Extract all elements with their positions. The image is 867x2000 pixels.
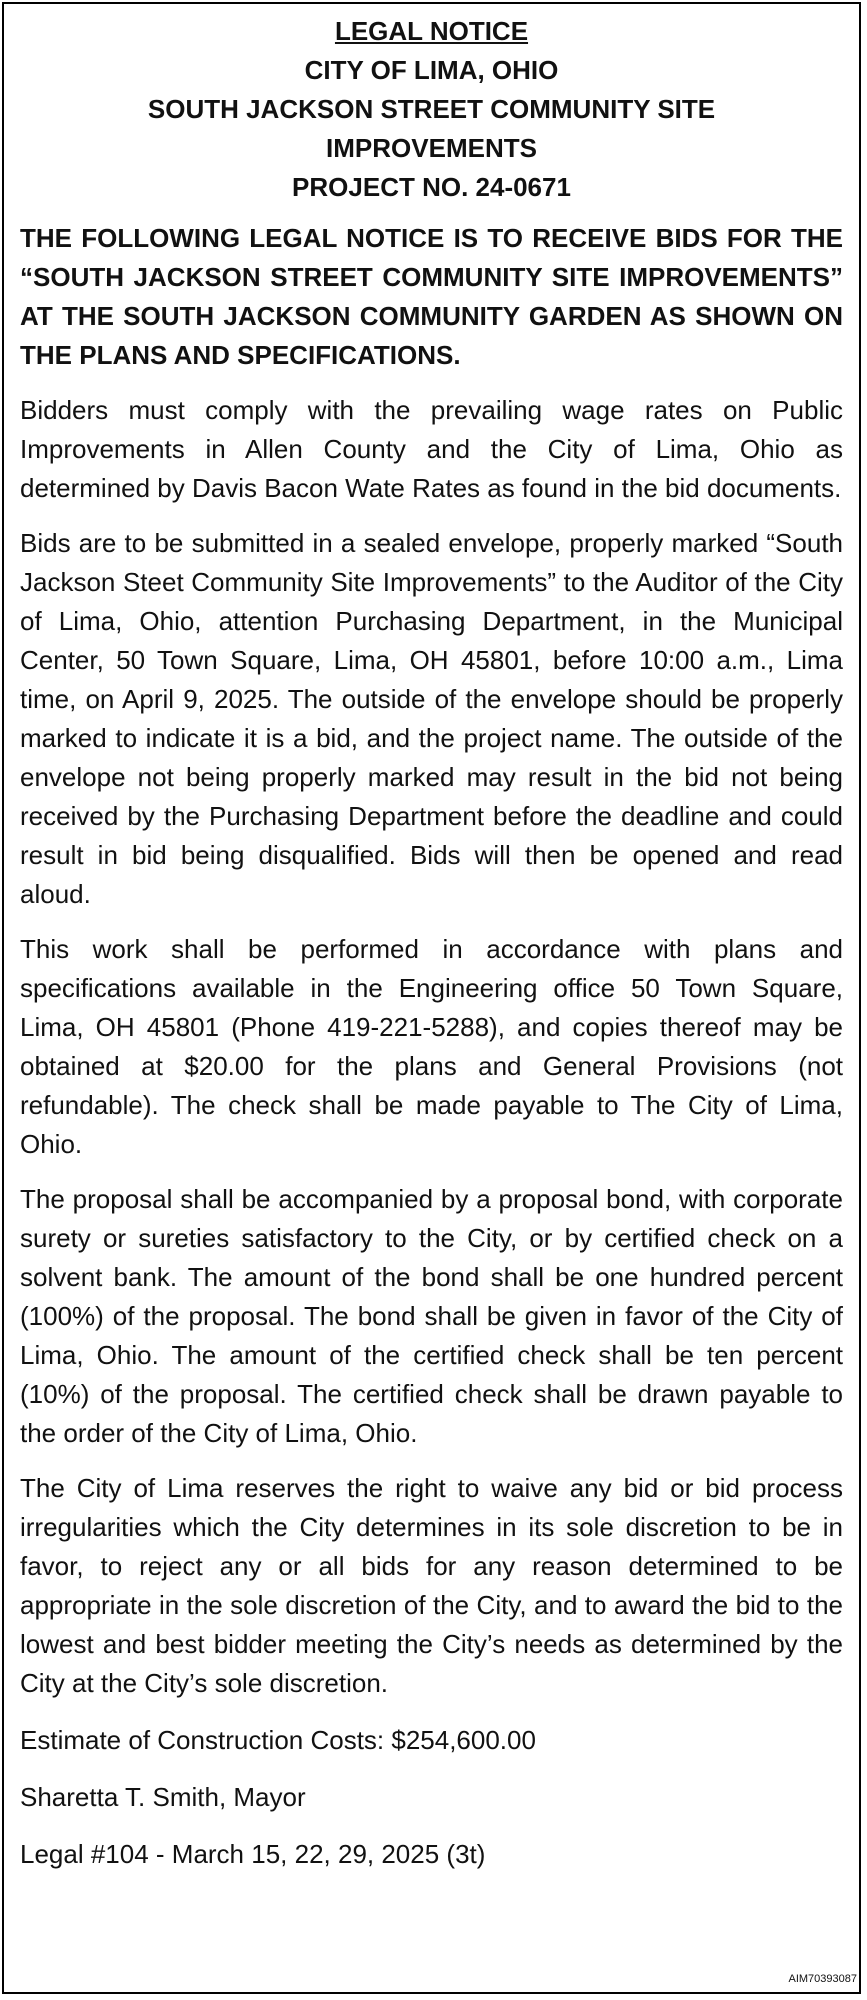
legal-reference: Legal #104 - March 15, 22, 29, 2025 (3t)	[20, 1839, 486, 1869]
ad-code: AIM70393087	[788, 1973, 857, 1985]
lead-statement: THE FOLLOWING LEGAL NOTICE IS TO RECEIVE BIDS FOR THE “SOUTH JACKSON STREET COMMUNITY SITE IMPROVEMENTS” AT THE SOUTH JACKSON COMMUNITY GARDEN AS SHOWN ON THE PLANS AND SPECIFICATIONS.	[20, 223, 843, 370]
project-name-line-2: IMPROVEMENTS	[326, 133, 537, 163]
paragraph-city-rights: The City of Lima reserves the right to waive any bid or bid process irregularities which the City determines in its sole discretion to be in favor, to reject any or all bids for any reason determined to be appropriate in the sole discretion of the City, and to award the bid to the lowest and best bidder meeting the City’s needs as determined by the City at the City’s sole discretion.	[20, 1473, 843, 1698]
project-name-line-1: SOUTH JACKSON STREET COMMUNITY SITE	[147, 94, 716, 124]
construction-estimate: Estimate of Construction Costs: $254,600.00	[20, 1725, 536, 1755]
project-number: PROJECT NO. 24-0671	[292, 172, 571, 202]
paragraph-proposal-bond: The proposal shall be accompanied by a proposal bond, with corporate surety or sureties satisfactory to the City, or by certified check on a solvent bank. The amount of the bond shall be one hundred percent (100%) of the proposal. The bond shall be given in favor of the City of Lima, Ohio. The amount of the certified check shall be ten percent (10%) of the proposal. The certified check shall be drawn payable to the order of the City of Lima, Ohio.	[20, 1184, 843, 1448]
legal-notice	[2, 2, 861, 1994]
paragraph-wage-rates: Bidders must comply with the prevailing wage rates on Public Improvements in Allen County and the City of Lima, Ohio as determined by Davis Bacon Wate Rates as found in the bid documents.	[20, 395, 843, 503]
mayor-signature: Sharetta T. Smith, Mayor	[20, 1782, 306, 1812]
city-name: CITY OF LIMA, OHIO	[304, 55, 559, 85]
paragraph-plans-specifications: This work shall be performed in accordance with plans and specifications available in the Engineering office 50 Town Square, Lima, OH 45801 (Phone 419-221-5288), and copies thereof may be obtained at $20.00 for the plans and General Provisions (not refundable). The check shall be made payable to The City of Lima, Ohio.	[20, 934, 843, 1159]
notice-header	[4, 4, 859, 207]
notice-title: LEGAL NOTICE	[334, 16, 529, 46]
paragraph-bid-submission: Bids are to be submitted in a sealed envelope, properly marked “South Jackson Steet Community Site Improvements” to the Auditor of the City of Lima, Ohio, attention Purchasing Department, in the Municipal Center, 50 Town Square, Lima, OH 45801, before 10:00 a.m., Lima time, on April 9, 2025. The outside of the envelope should be properly marked to indicate it is a bid, and the project name. The outside of the envelope not being properly marked may result in the bid not being received by the Purchasing Department before the deadline and could result in bid being disqualified. Bids will then be opened and read aloud.	[20, 528, 843, 909]
